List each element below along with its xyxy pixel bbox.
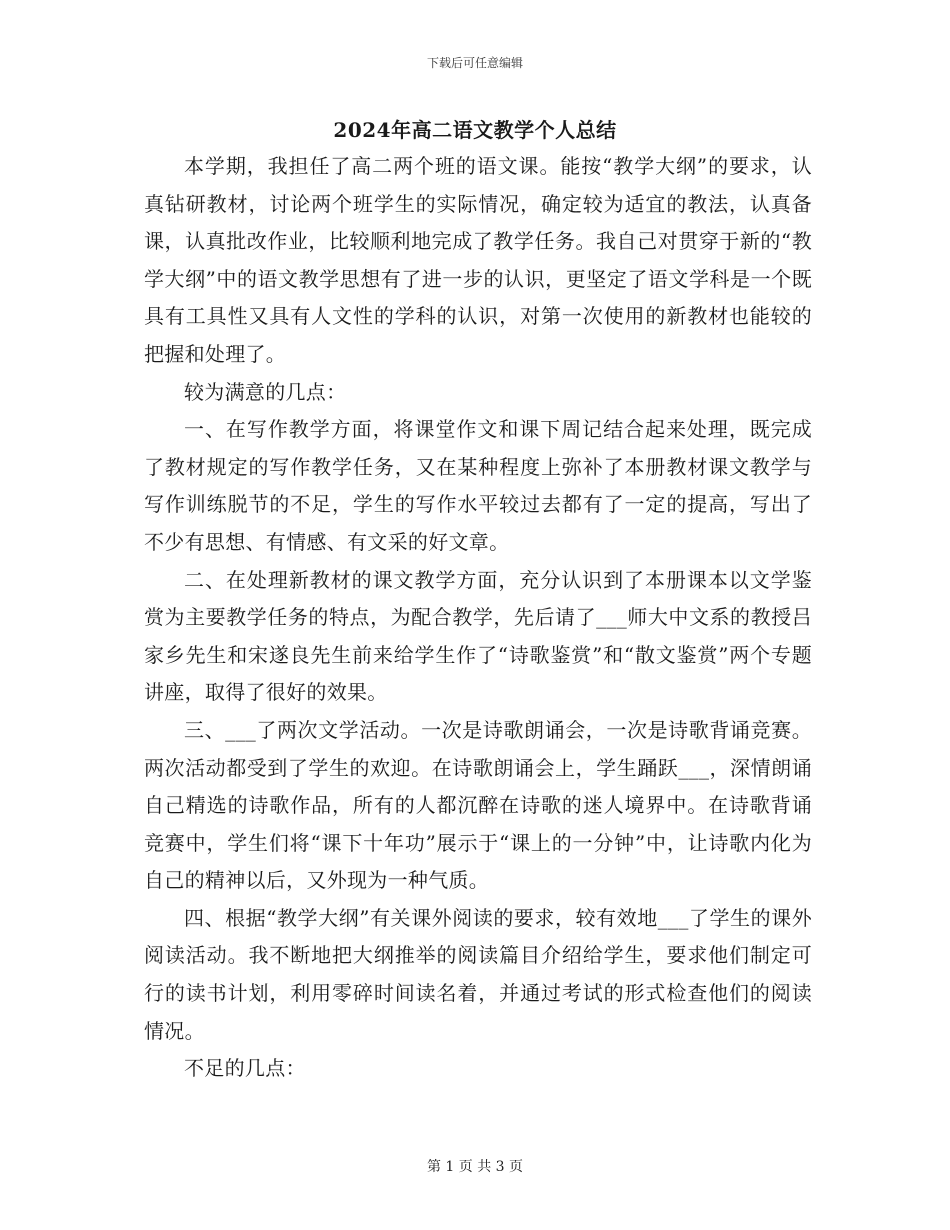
paragraph-point-4: 四、根据“教学大纲”有关课外阅读的要求，较有效地___了学生的课外阅读活动。我不断地把大纲推举的阅读篇目介绍给学生，要求他们制定可行的读书计划，利用零碎时间读名着，并通过考试的形式检查他们的阅读情况。 [144,905,812,1043]
paragraph-shortcomings-heading: 不足的几点： [184,1056,306,1081]
paragraph-point-1: 一、在写作教学方面，将课堂作文和课下周记结合起来处理，既完成了教材规定的写作教学任务，又在某种程度上弥补了本册教材课文教学与写作训练脱节的不足，学生的写作水平较过去都有了一定的提高，写出了不少有思想、有情感、有文采的好文章。 [144,417,812,554]
paragraph-intro: 本学期，我担任了高二两个班的语文课。能按“教学大纲”的要求，认真钻研教材，讨论两个班学生的实际情况，确定较为适宜的教法，认真备课，认真批改作业，比较顺利地完成了教学任务。我自己对贯穿于新的“教学大纲”中的语文教学思想有了进一步的认识，更坚定了语文学科是一个既具有工具性又具有人文性的学科的认识，对第一次使用的新教材也能较的把握和处理了。 [144,154,812,366]
paragraph-point-2: 二、在处理新教材的课文教学方面，充分认识到了本册课本以文学鉴赏为主要教学任务的特点，为配合教学，先后请了___师大中文系的教授吕家乡先生和宋遂良先生前来给学生作了“诗歌鉴赏”和“散文鉴赏”两个专题讲座，取得了很好的效果。 [144,567,812,705]
paragraph-point-3: 三、___了两次文学活动。一次是诗歌朗诵会，一次是诗歌背诵竞赛。两次活动都受到了学生的欢迎。在诗歌朗诵会上，学生踊跃___，深情朗诵自己精选的诗歌作品，所有的人都沉醉在诗歌的迷人境界中。在诗歌背诵竞赛中，学生们将“课下十年功”展示于“课上的一分钟”中，让诗歌内化为自己的精神以后，又外现为一种气质。 [144,717,812,893]
document-body [144,148,812,1088]
paragraph-satisfied-heading: 较为满意的几点： [184,379,347,404]
header-note: 下载后可任意编辑 [426,56,523,70]
document-title: 2024年高二语文教学个人总结 [333,118,617,142]
page-number: 第 1 页 共 3 页 [426,1159,524,1175]
